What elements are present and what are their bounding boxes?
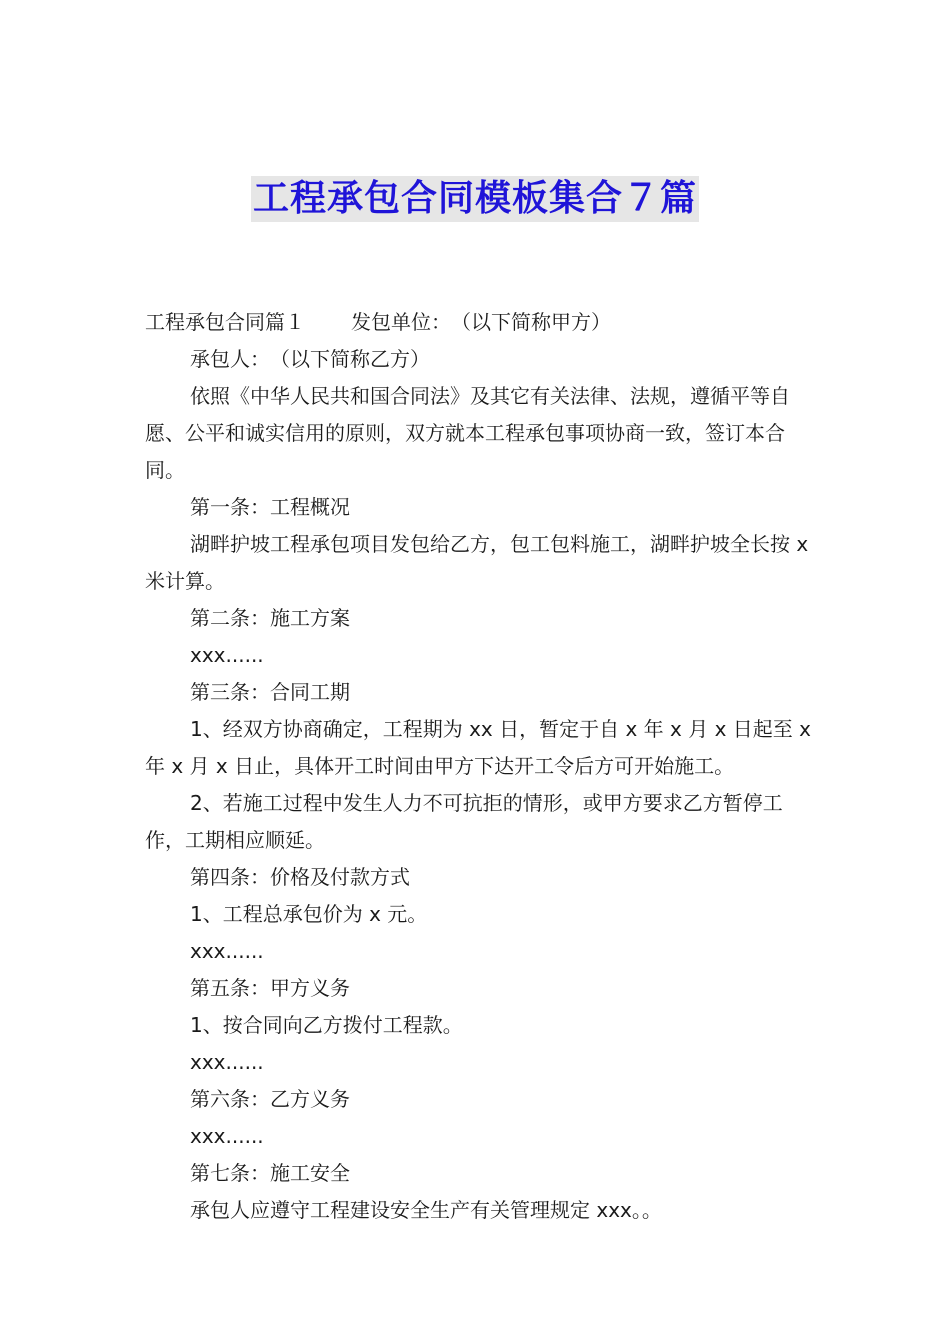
- article-1-heading: 第一条：工程概况: [190, 495, 350, 519]
- document-body: [145, 304, 813, 1229]
- article-2-heading: 第二条：施工方案: [190, 606, 350, 630]
- article-5-item-1: 1、按合同向乙方拨付工程款。: [190, 1013, 463, 1037]
- document-title: 工程承包合同模板集合７篇: [251, 176, 699, 222]
- contract-heading: 工程承包合同篇１: [145, 310, 305, 334]
- article-6-body: xxx......: [190, 1124, 264, 1148]
- article-3-item-2: 2、若施工过程中发生人力不可抗拒的情形，或甲方要求乙方暂停工作，工期相应顺延。: [145, 791, 783, 852]
- article-4-item-1: 1、工程总承包价为 x 元。: [190, 902, 428, 926]
- article-5-heading: 第五条：甲方义务: [190, 976, 350, 1000]
- article-7-heading: 第七条：施工安全: [190, 1161, 350, 1185]
- article-2-body: xxx......: [190, 643, 264, 667]
- title-container: [0, 176, 950, 222]
- paragraph-contractor: 承包人： （以下简称乙方）: [190, 347, 430, 371]
- article-4-more: xxx......: [190, 939, 264, 963]
- article-4-heading: 第四条：价格及付款方式: [190, 865, 410, 889]
- article-3-item-1: 1、经双方协商确定，工程期为 xx 日，暂定于自 x 年 x 月 x 日起至 x 年 x 月 x 日止，具体开工时间由甲方下达开工令后方可开始施工。: [145, 717, 811, 778]
- article-1-body: 湖畔护坡工程承包项目发包给乙方，包工包料施工，湖畔护坡全长按 x 米计算。: [145, 532, 809, 593]
- article-3-heading: 第三条：合同工期: [190, 680, 350, 704]
- article-5-more: xxx......: [190, 1050, 264, 1074]
- article-6-heading: 第六条：乙方义务: [190, 1087, 350, 1111]
- article-7-body: 承包人应遵守工程建设安全生产有关管理规定 xxx。。: [190, 1198, 662, 1222]
- first-line: [145, 304, 813, 341]
- employer-line: 发包单位： （以下简称甲方）: [351, 310, 611, 334]
- paragraph-preamble: 依照《中华人民共和国合同法》及其它有关法律、法规，遵循平等自愿、公平和诚实信用的原则，双方就本工程承包事项协商一致，签订本合同。: [145, 384, 790, 482]
